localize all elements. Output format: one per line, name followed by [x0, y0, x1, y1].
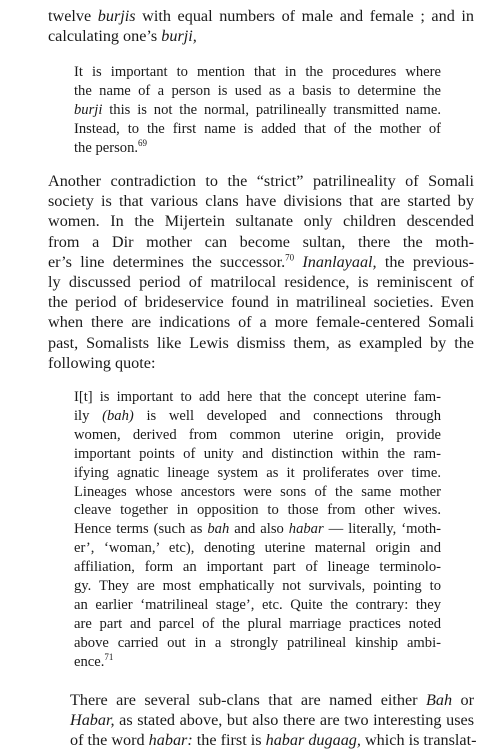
text-line: ifying agnatic lineage system as it proliferates over time.: [74, 464, 441, 481]
text-line: affiliation, form an important part of lineage terminolo-: [74, 559, 441, 576]
block-quote-burji: [48, 63, 474, 158]
text-line: ence.$^{71}$: [74, 651, 114, 670]
text-line: of the word habar: the first is habar dugaag, which is translat-: [70, 730, 477, 749]
text-line: from a Dir mother can become sultan, there the moth-: [48, 232, 474, 251]
paragraph-continued: [48, 6, 474, 46]
text-line: are part and parcel of the plural marriage practices noted: [74, 615, 441, 632]
text-line: women. In the Mijertein sultanate only children descended: [48, 212, 474, 231]
text-line: twelve burjis with equal numbers of male and female ; and in: [48, 7, 475, 25]
text-line: the person.$^{69}$: [74, 138, 148, 157]
text-line: past, Somalists like Lewis dismiss them, as exampled by the: [48, 333, 474, 352]
text-line: Habar, as stated above, but also there are two interesting uses: [70, 710, 474, 729]
text-line: Another contradiction to the “strict” patrilineality of Somali: [48, 171, 474, 190]
text-line: gy. They are most emphatically not survivals, pointing to: [74, 578, 441, 595]
text-line: cleave together in opposition to those from other wives.: [74, 502, 441, 519]
text-line: Instead, to the first name is added that of the mother of: [74, 121, 441, 138]
text-line: an earlier ‘matrilineal stage’, etc. Quite the contrary: they: [74, 596, 441, 613]
text-line: I[t] is important to add here that the concept uterine fam-: [74, 388, 441, 405]
text-line: important points of unity and distinction within the ram-: [74, 445, 441, 462]
text-line: There are several sub-clans that are named either Bah or: [70, 690, 474, 709]
text-line: burji this is not the normal, patrilineally transmitted name.: [74, 102, 441, 119]
block-quote-lewis: [48, 388, 474, 672]
text-line: It is important to mention that in the procedures where: [74, 64, 441, 81]
text-line: er’, ‘woman,’ etc), denoting uterine maternal origin and: [74, 540, 441, 557]
paragraph-contradiction: [48, 171, 474, 373]
text-line: ly discussed period of matrilocal residence, is reminiscent of: [48, 272, 474, 291]
text-line: Lineages whose ancestors were sons of the same mother: [74, 483, 441, 500]
text-line: women, derived from common uterine origin, provide: [74, 426, 441, 443]
text-line: following quote:: [48, 353, 156, 372]
text-line: Hence terms (such as bah and also habar — literally, ‘moth-: [74, 521, 441, 538]
text-line: calculating one’s burji,: [48, 27, 197, 46]
footnote-marker: 71: [104, 651, 114, 662]
text-line: when there are indications of a more female-centered Somali: [48, 313, 474, 332]
text-line: the name of a person is used as a basis to determine the: [74, 83, 441, 100]
paragraph-sub-clans: [48, 690, 477, 750]
text-line: society is that various clans have divisions that are started by: [48, 192, 474, 211]
text-line: above carried out in a strongly patrilineal kinship ambi-: [74, 634, 441, 651]
footnote-marker: 70: [285, 252, 295, 263]
text-line: the period of brideservice found in matrilineal societies. Even: [48, 293, 474, 312]
footnote-marker: 69: [138, 138, 148, 149]
text-line: ily (bah) is well developed and connections through: [74, 407, 441, 424]
text-line: er’s line determines the successor.$^{70}$ Inanlayaal, the previous-: [48, 252, 474, 271]
